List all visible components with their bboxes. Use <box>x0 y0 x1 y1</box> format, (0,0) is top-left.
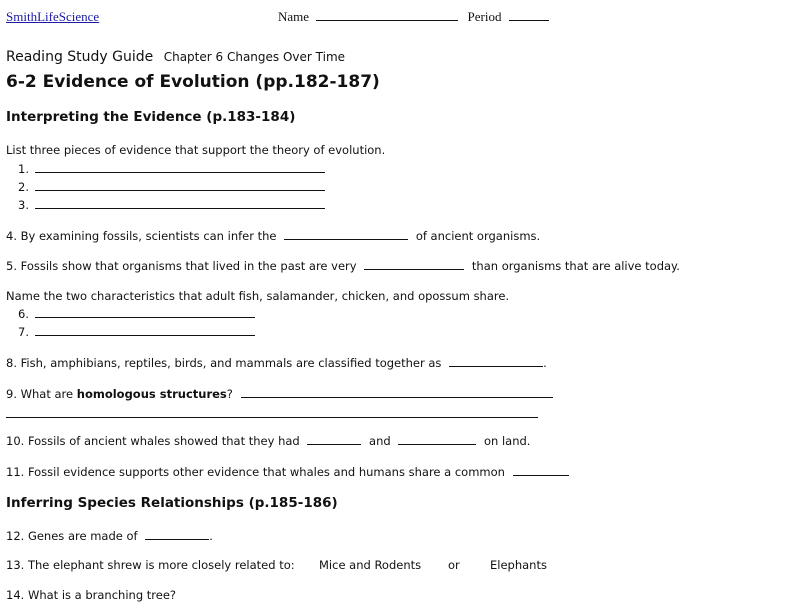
period-blank[interactable] <box>509 9 549 21</box>
question-5 <box>6 258 680 273</box>
chapter-label: Chapter 6 Changes Over Time <box>163 50 346 64</box>
question-4-text-a: 4. By examining fossils, scientists can infer the <box>6 229 277 243</box>
question-4 <box>6 228 540 243</box>
site-link[interactable]: SmithLifeScience <box>6 9 100 24</box>
question-10-text-c: on land. <box>483 434 531 448</box>
question-12-text: 12. Genes are made of <box>6 529 138 543</box>
question-9-blank-1[interactable] <box>241 386 553 398</box>
question-5-text-a: 5. Fossils show that organisms that lived in the past are very <box>6 259 357 273</box>
evidence-intro: List three pieces of evidence that support the theory of evolution. <box>6 143 386 157</box>
section-heading-inferring: Inferring Species Relationships (p.185-186) <box>6 495 338 511</box>
question-9-term: homologous structures <box>76 387 227 401</box>
question-7 <box>18 324 255 339</box>
name-label: Name <box>278 9 310 24</box>
question-6-blank[interactable] <box>35 306 255 318</box>
question-11-text: 11. Fossil evidence supports other evidence that whales and humans share a common <box>6 465 505 479</box>
page-title: 6-2 Evidence of Evolution (pp.182-187) <box>6 72 380 92</box>
question-10-blank-1[interactable] <box>307 433 361 445</box>
question-13-or: or <box>448 558 460 572</box>
section-heading-interpreting: Interpreting the Evidence (p.183-184) <box>6 109 296 125</box>
question-8 <box>6 355 547 370</box>
question-6-number: 6. <box>18 307 29 321</box>
question-10-text-a: 10. Fossils of ancient whales showed that they had <box>6 434 300 448</box>
question-7-blank[interactable] <box>35 324 255 336</box>
guide-label: Reading Study Guide <box>6 49 154 65</box>
question-4-text-b: of ancient organisms. <box>415 229 541 243</box>
question-8-text: 8. Fish, amphibians, reptiles, birds, and mammals are classified together as <box>6 356 442 370</box>
question-12 <box>6 528 213 543</box>
question-14: 14. What is a branching tree? <box>6 588 177 602</box>
question-10-text-b: and <box>369 434 391 448</box>
question-8-period: . <box>543 356 547 370</box>
question-12-blank[interactable] <box>145 528 209 540</box>
question-5-text-b: than organisms that are alive today. <box>471 259 680 273</box>
period-label: Period <box>467 9 502 24</box>
evidence-blank-2[interactable] <box>35 179 325 191</box>
name-blank[interactable] <box>316 9 458 21</box>
question-10-blank-2[interactable] <box>398 433 476 445</box>
question-9 <box>6 386 553 401</box>
evidence-blank-3[interactable] <box>35 197 325 209</box>
characteristics-intro: Name the two characteristics that adult fish, salamander, chicken, and opossum share. <box>6 289 510 303</box>
question-9-text-a: 9. What are <box>6 387 74 401</box>
evidence-item-3 <box>18 197 325 212</box>
question-11 <box>6 464 569 479</box>
evidence-item-3-number: 3. <box>18 198 29 212</box>
evidence-item-1 <box>18 161 325 176</box>
evidence-item-2-number: 2. <box>18 180 29 194</box>
question-13-option-mice[interactable]: Mice and Rodents <box>319 558 422 572</box>
question-13-option-elephants[interactable]: Elephants <box>490 558 547 572</box>
question-11-blank[interactable] <box>513 464 569 476</box>
question-10 <box>6 433 530 448</box>
question-9-blank-2[interactable] <box>6 406 538 418</box>
evidence-blank-1[interactable] <box>35 161 325 173</box>
question-9-qmark: ? <box>226 387 233 401</box>
evidence-item-2 <box>18 179 325 194</box>
name-field-group <box>278 9 549 25</box>
question-13: 13. The elephant shrew is more closely related to: <box>6 558 295 572</box>
evidence-item-1-number: 1. <box>18 162 29 176</box>
question-6 <box>18 306 255 321</box>
question-4-blank[interactable] <box>284 228 408 240</box>
question-9-line-2 <box>6 403 538 422</box>
question-8-blank[interactable] <box>449 355 543 367</box>
guide-line <box>6 49 345 65</box>
question-12-period: . <box>209 529 213 543</box>
question-7-number: 7. <box>18 325 29 339</box>
question-5-blank[interactable] <box>364 258 464 270</box>
